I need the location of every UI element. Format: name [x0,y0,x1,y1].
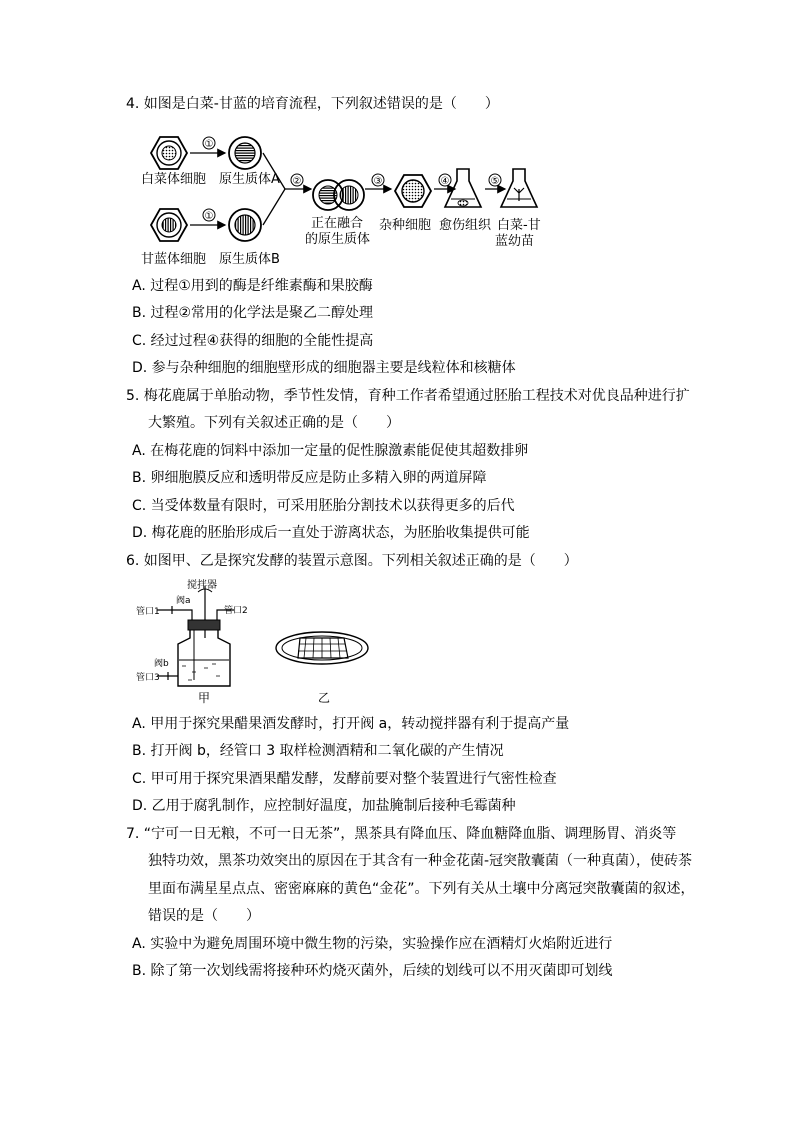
label-jia: 甲 [198,691,211,705]
label-protoplast-a: 原生质体A [219,172,280,187]
q5-option-d: D. 梅花鹿的胚胎形成后一直处于游离状态，为胚胎收集提供可能 [132,525,530,541]
label-seedling-2: 蓝幼苗 [495,234,535,249]
seedling-flask [501,169,537,207]
q4-figure [135,125,555,270]
step4-label: ④ [440,176,450,187]
label-port3: 管口3 [136,673,160,683]
q4-option-b: B. 过程②常用的化学法是聚乙二醇处理 [132,305,374,321]
label-port2: 管口2 [224,606,248,616]
q7-stem-1: 7. “宁可一日无粮，不可一日无茶”，黑茶具有降血压、降血糖降血脂、调理肠胃、消炎等 [126,826,677,842]
q6-stem: 6. 如图甲、乙是探究发酵的装置示意图。下列相关叙述正确的是（ ） [126,553,578,569]
q4-stem: 4. 如图是白菜-甘蓝的培育流程，下列叙述错误的是（ ） [126,96,499,112]
q5-option-c: C. 当受体数量有限时，可采用胚胎分割技术以获得更多的后代 [132,498,515,514]
q4-option-a: A. 过程①用到的酶是纤维素酶和果胶酶 [132,278,373,294]
q6-option-a: A. 甲用于探究果醋果酒发酵时，打开阀 a，转动搅拌器有利于提高产量 [132,716,570,732]
kale-cell [151,209,187,241]
step3-label: ③ [373,176,383,187]
q5-stem-2: 大繁殖。下列有关叙述正确的是（ ） [148,415,400,431]
label-fusing-2: 的原生质体 [305,232,371,247]
protoplast-b [229,209,261,241]
q7-stem-3: 里面布满星星点点、密密麻麻的黄色“金花”。下列有关从土壤中分离冠突散囊菌的叙述， [148,881,695,897]
q4-option-d: D. 参与杂种细胞的细胞壁形成的细胞器主要是线粒体和核糖体 [132,360,516,376]
q7-stem-2: 独特功效，黑茶功效突出的原因在于其含有一种金花菌-冠突散囊菌（一种真菌），使砖茶 [148,853,693,869]
q7-option-a: A. 实验中为避免周围环境中微生物的污染，实验操作应在酒精灯火焰附近进行 [132,936,613,952]
step1b-label: ① [204,211,214,222]
label-valve-b: 阀b [154,659,169,669]
label-valve-a: 阀a [176,596,191,606]
q5-option-a: A. 在梅花鹿的饲料中添加一定量的促性腺激素能促使其超数排卵 [132,443,529,459]
label-protoplast-b: 原生质体B [219,252,280,267]
hybrid-cell [395,175,431,207]
label-stirrer: 搅拌器 [187,580,217,591]
label-kale-cell: 甘蓝体细胞 [141,252,207,267]
label-cabbage-cell: 白菜体细胞 [141,172,207,187]
label-port1: 管口1 [136,607,160,617]
label-yi: 乙 [318,691,331,705]
label-seedling-1: 白菜-甘 [497,218,541,233]
q4-option-c: C. 经过过程④获得的细胞的全能性提高 [132,333,374,349]
callus-flask [445,169,481,207]
label-callus: 愈伤组织 [439,218,492,233]
q5-option-b: B. 卵细胞膜反应和透明带反应是防止多精入卵的两道屏障 [132,470,487,486]
tofu-plate [276,632,368,664]
fermenter-apparatus [157,586,234,686]
protoplast-a [229,137,261,169]
q6-option-d: D. 乙用于腐乳制作，应控制好温度，加盐腌制后接种毛霉菌种 [132,798,516,814]
q6-figure [132,576,382,706]
step1-label: ① [204,139,214,150]
q7-stem-4: 错误的是（ ） [148,908,260,924]
step2-label: ② [292,176,302,187]
q7-option-b: B. 除了第一次划线需将接种环灼烧灭菌外，后续的划线可以不用灭菌即可划线 [132,963,613,979]
cabbage-cell [151,137,187,169]
label-hybrid: 杂种细胞 [379,218,432,233]
label-fusing-1: 正在融合 [311,216,364,231]
q6-option-c: C. 甲可用于探究果酒果醋发酵，发酵前要对整个装置进行气密性检查 [132,771,557,787]
step5-label: ⑤ [490,176,500,187]
q5-stem-1: 5. 梅花鹿属于单胎动物，季节性发情，育种工作者希望通过胚胎工程技术对优良品种进行扩 [126,388,690,404]
q6-option-b: B. 打开阀 b，经管口 3 取样检测酒精和二氧化碳的产生情况 [132,743,504,759]
fusing-protoplasts [313,180,364,210]
